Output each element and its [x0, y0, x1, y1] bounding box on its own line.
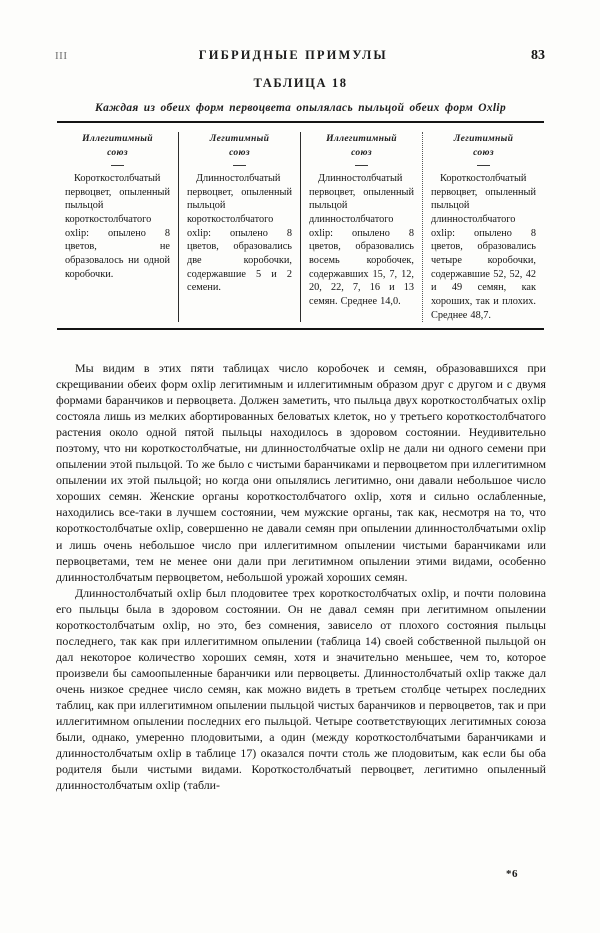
table-bottom-rule: [57, 328, 544, 330]
column-2-body: Длинностолбчатый первоцвет, опыленный пыльцой короткостолбчатого oxlip: опылено 8 цветов, образовались две коробочки, содержавшие 5 и 2 семени.: [187, 172, 292, 294]
page-number: 83: [531, 48, 545, 63]
column-4-body: Короткостолбчатый первоцвет, опыленный пыльцой длинностолбчатого oxlip: опылено 8 цветов, образовались четыре коробочки, содержавшие 52, 52, 42 и 49 семян, как хороших, так и плохих. Среднее 48,7.: [431, 172, 536, 321]
table-column-3: [300, 132, 422, 322]
column-4-divider-dash: [477, 165, 490, 166]
body-text: [56, 360, 546, 793]
column-header-2-line1: Легитимный: [209, 133, 270, 144]
column-header-2-line2: союз: [229, 146, 250, 158]
paragraph-2: Длинностолбчатый oxlip был плодовитее трех короткостолбчатых oxlip, и почти половина его пыльцы была в здоровом состоянии. Он не давал семян при легитимном опылении короткостолбчатым oxlip, но это, без сомнения, зависело от плохого состояния пыльцы последнего, так как при иллегитимном опылении (таблица 14) своей собственной пыльцой он дал некоторое количество хороших семян, хотя и значительно меньшее, чем то, которое произвели бы самоопыленные баранчики или первоцветы. Длинностолбчатый oxlip также дал очень низкое среднее число семян, как можно видеть в третьем столбце четырех последних таблиц, как при иллегитимном опылении пыльцой чистых баранчиков и первоцветов, так и при иллегитимном опылении последних его пыльцой. Четыре соответствующих легитимных союза были, однако, умеренно плодовитыми, а один (между короткостолбчатыми баранчиками и длинностолбчатым oxlip в таблице 17) оказался почти столь же плодовитым, как если бы оба родителя были чистыми видами. Короткостолбчатый первоцвет, легитимно опыленный длинностолбчатым oxlip (табли-: [56, 585, 546, 793]
column-header-3-line2: союз: [351, 146, 372, 158]
column-header-1-line2: союз: [107, 146, 128, 158]
column-2-divider-dash: [233, 165, 246, 166]
table-number-label: ТАБЛИЦА 18: [253, 76, 348, 90]
column-header-4-line1: Легитимный: [453, 133, 514, 144]
chapter-marker: III: [55, 50, 68, 62]
paragraph-1: Мы видим в этих пяти таблицах число коробочек и семян, образовавшихся при скрещивании обеих форм oxlip легитимным и иллегитимным образом друг с другом и с двумя формами баранчиков и первоцвета. Должен заметить, что пыльца двух короткостолбчатых oxlip состояла лишь из мелких абортированных беловатых клеток, но у третьего короткостолбчатого растения около одной пятой пыльцы находилось в здоровом состоянии. Неудивительно поэтому, что ни короткостолбчатые, ни длинностолбчатые oxlip не дали ни одного семени при опылении этой пыльцой. То же было с чистыми баранчиками и первоцветом при иллегитимном опылении их этой пыльцой; но когда они опылялись легитимно, они давали небольшое число хороших семян. Женские органы короткостолбчатого oxlip, хотя и сильно ослабленные, находились все-таки в лучшем состоянии, чем мужские органы, так как, несмотря на то, что короткостолбчатые oxlip, совершенно не давали семян при опылении длинностолбчатыми oxlip и лишь очень небольшое число при иллегитимном опылении чистыми баранчиками или первоцветами, тем не менее они дали при легитимном опылении этими видами, особенно длинностолбчатым первоцветом, небольшой урожай хороших семян.: [56, 361, 546, 584]
column-3-body: Длинностолбчатый первоцвет, опыленный пыльцой длинностолбчатого oxlip: опылено 8 цветов, образовались восемь коробочек, содержавших 15, 7, 12, 20, 22, 7, 16 и 13 семян. Среднее 14,0.: [309, 172, 414, 307]
column-3-divider-dash: [355, 165, 368, 166]
column-header-1-line1: Иллегитимный: [82, 133, 153, 144]
table-column-4: [422, 132, 544, 322]
table-column-2: [178, 132, 300, 322]
column-header-4-line2: союз: [473, 146, 494, 158]
table-caption: Каждая из обеих форм первоцвета опылялась пыльцой обеих форм Oxlip: [95, 102, 506, 114]
signature-mark: *6: [506, 868, 518, 880]
running-head: [55, 48, 545, 70]
column-header-2: [187, 132, 292, 160]
table-18: [57, 76, 544, 330]
column-1-body: Короткостолбчатый первоцвет, опыленный пыльцой короткостолбчатого oxlip: опылено 8 цветов, не образовалось ни одной коробочки.: [65, 172, 170, 280]
column-1-divider-dash: [111, 165, 124, 166]
table-grid: [57, 123, 544, 328]
table-column-1: [57, 132, 178, 322]
column-header-3-line1: Иллегитимный: [326, 133, 397, 144]
column-header-1: [65, 132, 170, 160]
column-header-3: [309, 132, 414, 160]
running-head-title: ГИБРИДНЫЕ ПРИМУЛЫ: [198, 48, 388, 62]
column-header-4: [431, 132, 536, 160]
